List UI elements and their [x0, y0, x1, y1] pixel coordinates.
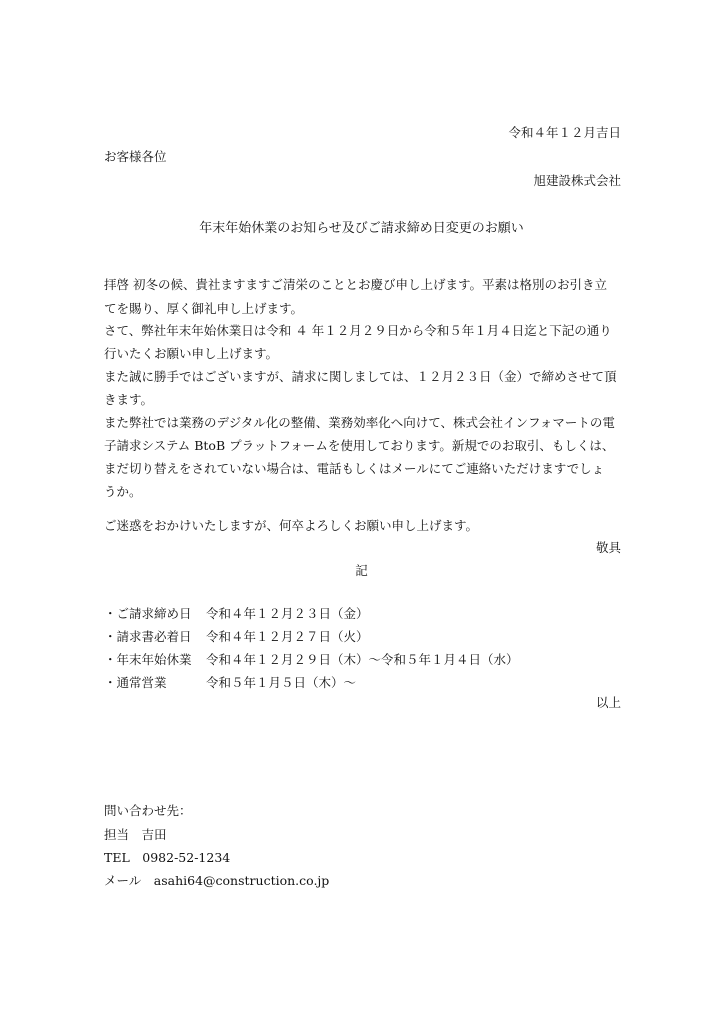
body-line: また誠に勝手ではございますが、請求に関しましては、１２月２３日（金）で締めさせて頂 — [104, 369, 617, 384]
contact-heading: 問い合わせ先： — [104, 803, 192, 818]
body-line: きます。 — [104, 392, 154, 407]
body-line: また弊社では業務のデジタル化の整備、業務効率化へ向けて、株式会社インフォマートの電 — [104, 415, 615, 430]
sender-company: 旭建設株式会社 — [533, 173, 621, 188]
ijou: 以上 — [595, 695, 621, 710]
schedule-label: ・年末年始休業 — [104, 652, 192, 667]
ki-heading: 記 — [355, 563, 368, 578]
body-line: 行いたくお願い申し上げます。 — [104, 346, 279, 361]
schedule-value: 令和５年１月５日（木）～ — [206, 675, 357, 690]
closing-line: ご迷惑をおかけいたしますが、何卒よろしくお願い申し上げます。 — [104, 518, 479, 533]
keigu: 敬具 — [595, 540, 621, 555]
body-line: 拝啓 初冬の候、貴社ますますご清栄のこととお慶び申し上げます。平素は格別のお引き立 — [104, 277, 607, 292]
body-line: さて、弊社年末年始休業日は令和 ４ 年１２月２９日から令和５年１月４日迄と下記の通り — [104, 323, 612, 338]
contact-email: メール asahi64@construction.co.jp — [104, 873, 330, 888]
schedule-label: ・請求書必着日 — [104, 629, 192, 644]
document-title: 年末年始休業のお知らせ及びご請求締め日変更のお願い — [199, 221, 524, 236]
schedule-item — [104, 674, 356, 691]
schedule-label: ・ご請求締め日 — [104, 606, 192, 621]
body-line: うか。 — [104, 484, 142, 499]
schedule-label: ・通常営業 — [104, 675, 167, 690]
contact-tel: TEL 0982-52-1234 — [104, 850, 231, 865]
schedule-item — [104, 628, 369, 645]
body-line: まだ切り替えをされていない場合は、電話もしくはメールにてご連絡いただけますでしょ — [104, 461, 605, 476]
body-line: てを賜り、厚く御礼申し上げます。 — [104, 301, 304, 316]
recipient: お客様各位 — [104, 149, 167, 164]
schedule-value: 令和４年１２月２３日（金） — [206, 606, 369, 621]
schedule-item — [104, 605, 369, 622]
body-line: 子請求システム BtoB プラットフォームを使用しております。新規でのお取引、もしくは、 — [104, 438, 615, 453]
document-date: 令和４年１２月吉日 — [508, 125, 621, 140]
schedule-value: 令和４年１２月２７日（火） — [206, 629, 369, 644]
schedule-item — [104, 651, 519, 668]
schedule-value: 令和４年１２月２９日（木）～令和５年１月４日（水） — [206, 652, 519, 667]
contact-person: 担当 吉田 — [104, 827, 167, 842]
